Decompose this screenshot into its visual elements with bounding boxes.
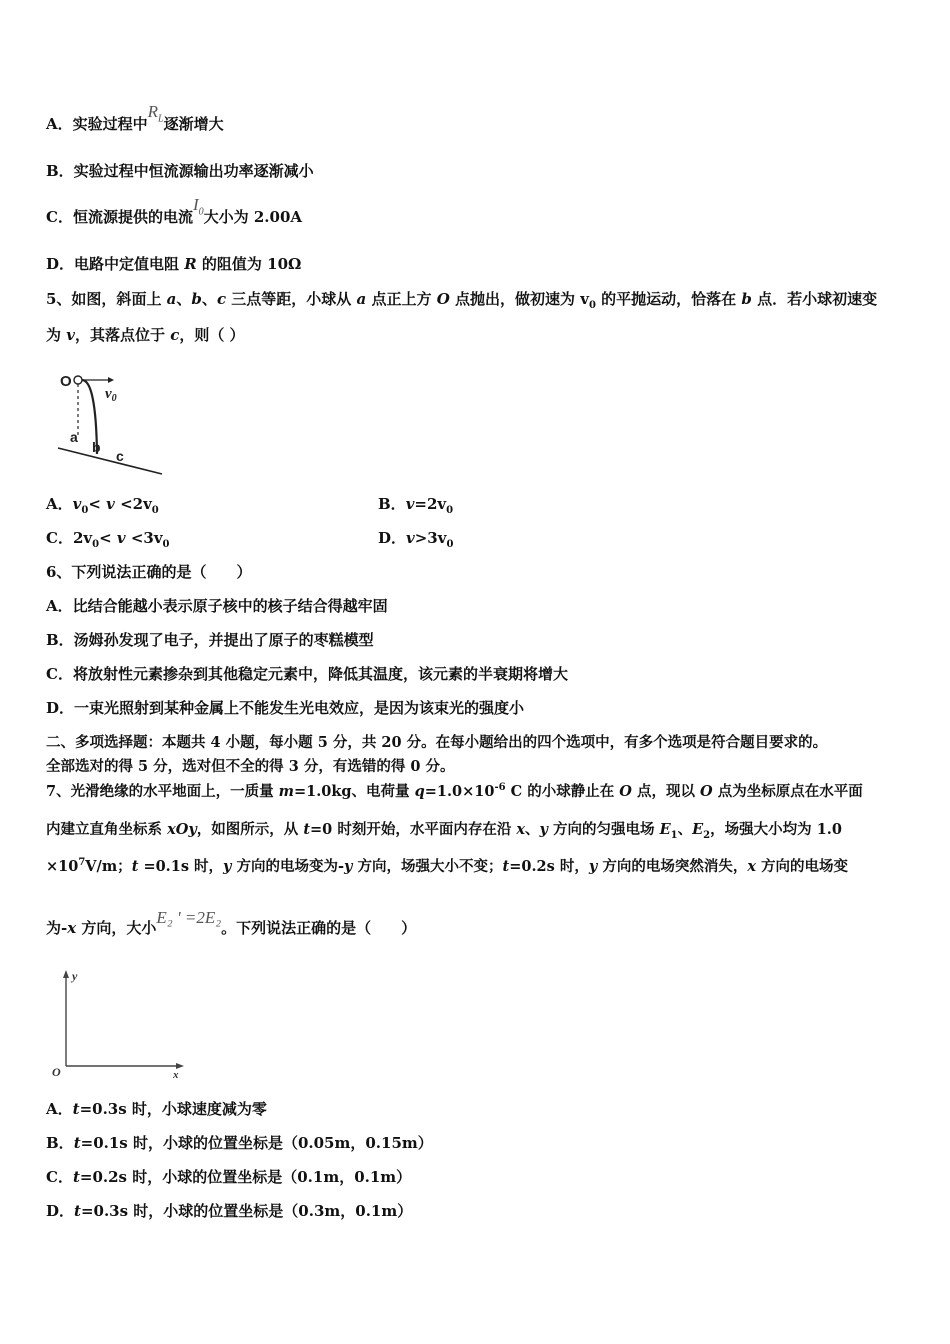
q6-option-c: C．将放射性元素掺杂到其他稳定元素中，降低其温度，该元素的半衰期将增大 bbox=[46, 665, 568, 683]
velocity-arrowhead bbox=[108, 377, 114, 383]
launch-point bbox=[74, 376, 82, 384]
label-b: b bbox=[92, 439, 101, 455]
q5-stem-line2: 为 v，其落点位于 c，则（ ） bbox=[46, 326, 245, 344]
q5-stem-line1: 5、如图，斜面上 a、b、c 三点等距，小球从 a 点正上方 O 点抛出，做初速为 $v_0$ 的平抛运动，恰落在 b 点．若小球初速变 bbox=[46, 290, 878, 311]
q7-option-b: B．t=0.1s 时，小球的位置坐标是（0.05m，0.15m） bbox=[46, 1134, 433, 1152]
q7-stem-line4: 为-x 方向，大小E₂ ' =2E₂。下列说法正确的是（ ） bbox=[46, 908, 417, 937]
q7-option-a: A．t=0.3s 时，小球速度减为零 bbox=[46, 1100, 267, 1118]
label-origin: O bbox=[52, 1065, 61, 1079]
q5-option-b: B．$v=2v_0$ bbox=[378, 495, 454, 516]
q5-option-a: A．$v_0< v <2v_0$ bbox=[46, 495, 159, 516]
formula-e2-prime: E₂ ' =2E₂ bbox=[156, 908, 222, 927]
label-y: y bbox=[72, 969, 78, 983]
section2-line1: 二、多项选择题：本题共 4 小题，每小题 5 分，共 20 分。在每小题给出的四个选项中，有多个选项是符合题目要求的。 bbox=[46, 734, 828, 751]
projectile-incline-figure bbox=[52, 366, 172, 480]
y-axis-arrowhead bbox=[63, 970, 69, 978]
label-O: O bbox=[60, 373, 72, 390]
label-x: x bbox=[173, 1069, 179, 1080]
q6-option-b: B．汤姆孙发现了电子，并提出了原子的枣糕模型 bbox=[46, 631, 374, 649]
label-v0: $v_0$ bbox=[105, 386, 117, 404]
symbol-rl: $R_L$ bbox=[147, 102, 164, 125]
q4-option-b: B．实验过程中恒流源输出功率逐渐减小 bbox=[46, 162, 314, 180]
incline-line bbox=[58, 448, 162, 474]
coordinate-axes-figure bbox=[48, 966, 188, 1080]
q6-option-d: D．一束光照射到某种金属上不能发生光电效应，是因为该束光的强度小 bbox=[46, 699, 525, 717]
label-c: c bbox=[116, 448, 124, 464]
q7-stem-line2: 内建立直角坐标系 xOy，如图所示，从 t=0 时刻开始，水平面内存在沿 x、y 方向的匀强电场 $E_1$、$E_2$，场强大小均为 1.0 bbox=[46, 821, 842, 841]
q7-option-c: C．t=0.2s 时，小球的位置坐标是（0.1m，0.1m） bbox=[46, 1168, 412, 1186]
q6-option-a: A．比结合能越小表示原子核中的核子结合得越牢固 bbox=[46, 597, 388, 615]
q5-option-d: D．$v>3v_0$ bbox=[378, 529, 454, 550]
symbol-i0: $I_0$ bbox=[192, 195, 204, 218]
q7-stem-line3: $\times 10^7V/m$；t =0.1s 时，y 方向的电场变为-y 方向，场强大小不变；t=0.2s 时，y 方向的电场突然消失，x 方向的电场变 bbox=[46, 857, 849, 875]
q7-option-d: D．t=0.3s 时，小球的位置坐标是（0.3m，0.1m） bbox=[46, 1202, 413, 1220]
label-a: a bbox=[70, 429, 78, 445]
q4-option-a: A．实验过程中$R_L$逐渐增大 bbox=[46, 102, 224, 133]
q4-option-d: D．电路中定值电阻 R 的阻值为 10Ω bbox=[46, 255, 302, 273]
q5-option-c: C．$2v_0< v <3v_0$ bbox=[46, 529, 170, 550]
q7-stem-line1: 7、光滑绝缘的水平地面上，一质量 m=1.0kg、电荷量 $q=1.0\times 10^{-6}$ C 的小球静止在 O 点，现以 O 点为坐标原点在水平面 bbox=[46, 782, 863, 800]
section2-line2: 全部选对的得 5 分，选对但不全的得 3 分，有选错的得 0 分。 bbox=[46, 758, 455, 775]
q4-option-c: C．恒流源提供的电流$I_0$大小为 2.00A bbox=[46, 195, 303, 226]
q6-stem: 6、下列说法正确的是（ ） bbox=[46, 563, 252, 581]
